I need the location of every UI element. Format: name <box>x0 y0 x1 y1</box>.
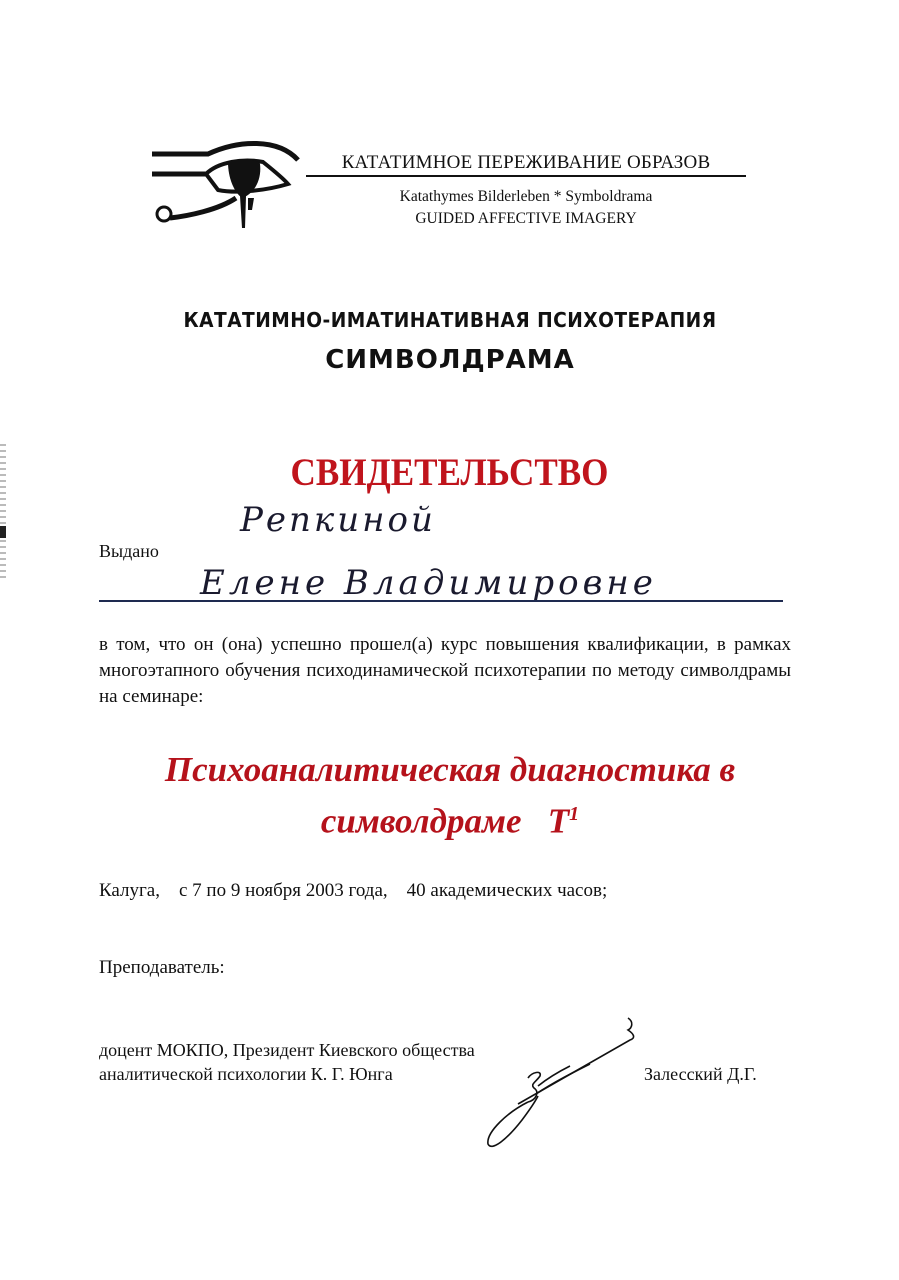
teacher-name: Залесский Д.Г. <box>644 1064 757 1084</box>
organization-subtitle-english: GUIDED AFFECTIVE IMAGERY <box>415 210 637 227</box>
place: Калуга, <box>99 880 160 901</box>
show-through-text <box>299 88 305 111</box>
hours: 40 академических часов; <box>406 880 608 901</box>
certificate-body-text: в том, что он (она) успешно прошел(а) курс повышения квалификации, в рамках многоэтапного обучения психодинамической психотерапии по методу символдрамы на семинаре: <box>99 634 791 707</box>
place-date-hours <box>99 880 607 902</box>
organization-title: КАТАТИМНОЕ ПЕРЕЖИВАНИЕ ОБРАЗОВ <box>306 152 746 177</box>
recipient-given-handwritten: Елене Владимировне <box>200 563 657 603</box>
certificate-title: СВИДЕТЕЛЬСТВО <box>290 451 609 494</box>
method-subtitle: СИМВОЛДРАМА <box>325 345 575 375</box>
seminar-title-line1: Психоаналитическая диагностика в <box>164 750 736 789</box>
seminar-title-word: символдраме <box>320 801 522 841</box>
teacher-position-line2: аналитической психологии К. Г. Юнга <box>99 1064 393 1084</box>
teacher-position-line1: доцент МОКПО, Президент Киевского общества <box>99 1040 475 1060</box>
page-edge-mark <box>0 526 6 538</box>
page-edge-perforation <box>0 440 6 580</box>
method-name: КАТАТИМНО-ИМАТИНАТИВНАЯ ПСИХОТЕРАПИЯ <box>183 308 717 332</box>
issued-to-label: Выдано <box>99 541 159 561</box>
eye-of-horus-icon <box>148 132 308 232</box>
seminar-level-superscript: 1 <box>569 803 580 825</box>
show-through-text <box>170 262 176 285</box>
name-underline <box>99 600 783 602</box>
teacher-label: Преподаватель: <box>99 957 225 978</box>
seminar-title-line2 <box>60 792 840 844</box>
seminar-level: T <box>547 801 570 841</box>
organization-subtitle-german: Katathymes Bilderleben * Symboldrama <box>399 188 653 205</box>
dates: с 7 по 9 ноября 2003 года, <box>178 880 388 901</box>
recipient-surname-handwritten: Репкиной <box>240 500 436 540</box>
seminar-title <box>60 748 840 844</box>
teacher-signature <box>478 1012 648 1152</box>
